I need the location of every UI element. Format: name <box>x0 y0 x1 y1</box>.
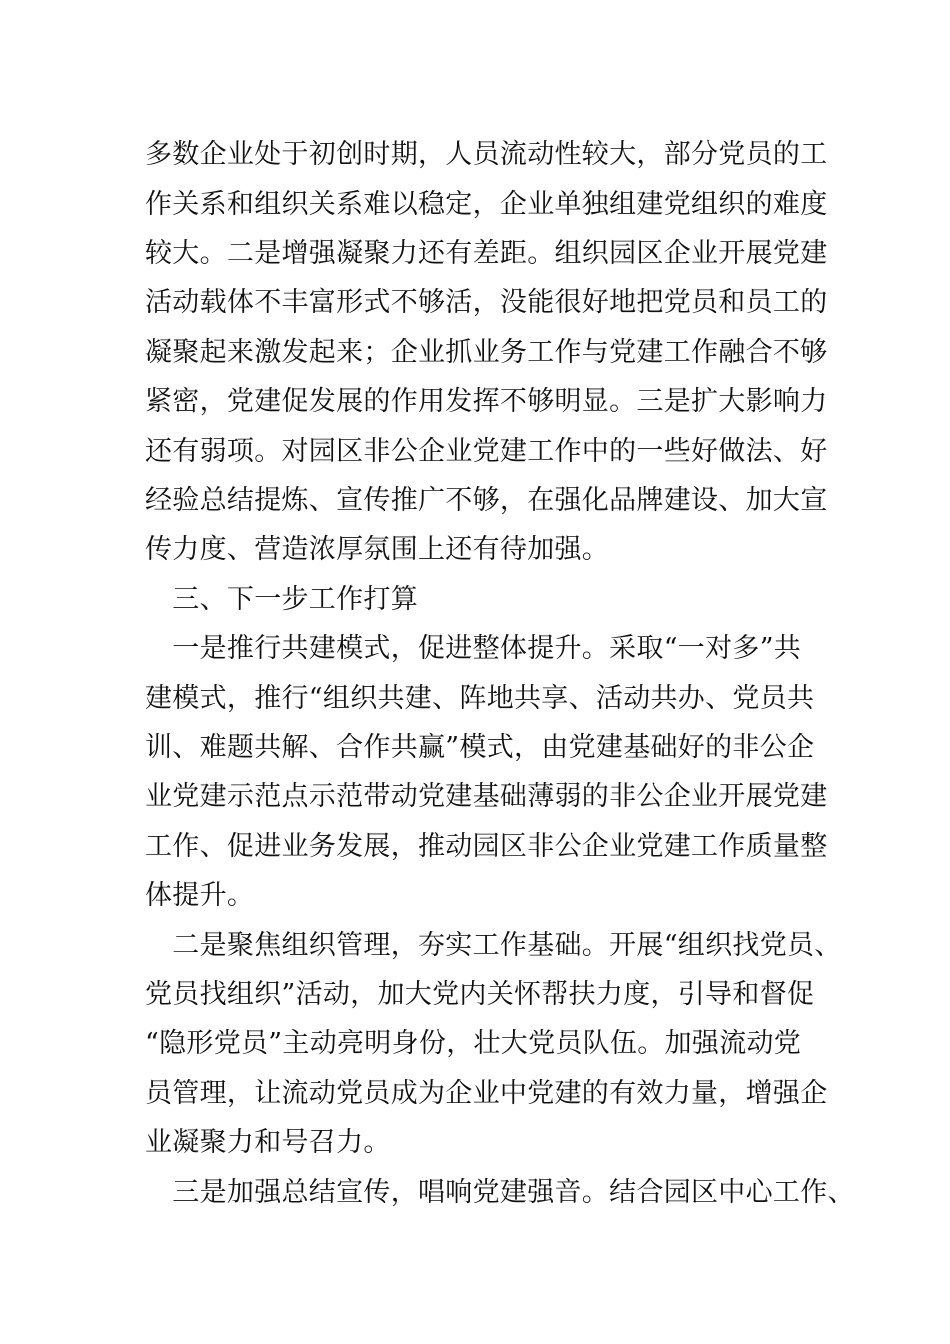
text-line: 凝聚起来激发起来；企业抓业务工作与党建工作融合不够 <box>145 337 828 368</box>
text-line: 党员找组织”活动，加大党内关怀帮扶力度，引导和督促 <box>145 979 815 1010</box>
text-line: 多数企业处于初创时期，人员流动性较大，部分党员的工 <box>145 139 828 170</box>
section-heading: 三、下一步工作打算 <box>145 584 418 615</box>
text-line: 业党建示范点示范带动党建基础薄弱的非公企业开展党建 <box>145 781 828 812</box>
text-line: 一是推行共建模式，促进整体提升。采取“一对多”共 <box>145 633 802 664</box>
text-line: 传力度、营造浓厚氛围上还有待加强。 <box>145 534 610 565</box>
text-line: 业凝聚力和号召力。 <box>145 1127 391 1158</box>
text-line: 三是加强总结宣传，唱响党建强音。结合园区中心工作、 <box>145 1177 855 1208</box>
text-line: 还有弱项。对园区非公企业党建工作中的一些好做法、好 <box>145 436 828 467</box>
text-line: 二是聚焦组织管理，夯实工作基础。开展“组织找党员、 <box>145 930 842 961</box>
text-line: 活动载体不丰富形式不够活，没能很好地把党员和员工的 <box>145 287 828 318</box>
text-line: 员管理，让流动党员成为企业中党建的有效力量，增强企 <box>145 1078 828 1109</box>
text-line: 体提升。 <box>145 880 255 911</box>
text-line: 经验总结提炼、宣传推广不够，在强化品牌建设、加大宣 <box>145 485 828 516</box>
text-line: 紧密，党建促发展的作用发挥不够明显。三是扩大影响力 <box>145 386 828 417</box>
text-line: 训、难题共解、合作共赢”模式，由党建基础好的非公企 <box>145 732 815 763</box>
text-line: 建模式，推行“组织共建、阵地共享、活动共办、党员共 <box>145 683 815 714</box>
text-line: 作关系和组织关系难以稳定，企业单独组建党组织的难度 <box>145 189 828 220</box>
text-line: “隐形党员”主动亮明身份，壮大党员队伍。加强流动党 <box>145 1028 802 1059</box>
text-line: 较大。二是增强凝聚力还有差距。组织园区企业开展党建 <box>145 238 828 269</box>
text-line: 工作、促进业务发展，推动园区非公企业党建工作质量整 <box>145 831 828 862</box>
